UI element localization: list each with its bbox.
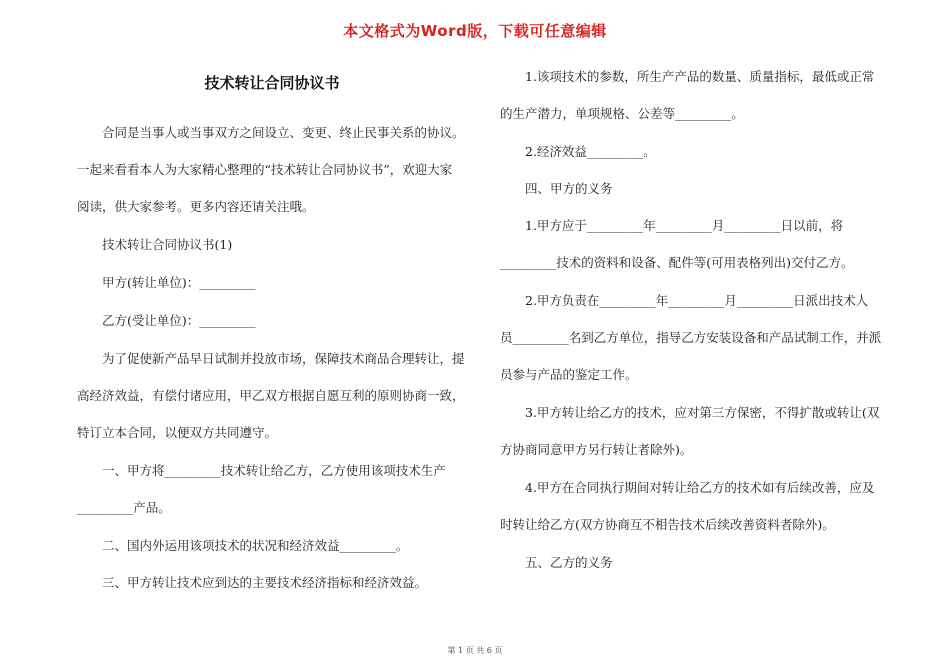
clause-1-line: _________产品。 xyxy=(77,500,171,515)
purpose-line: 特订立本合同，以便双方共同遵守。 xyxy=(77,425,278,440)
economic-benefit-item: 2.经济效益_________。 xyxy=(525,144,656,159)
clause-2: 二、国内外运用该项技术的状况和经济效益_________。 xyxy=(102,538,409,553)
contract-subtitle: 技术转让合同协议书(1) xyxy=(102,237,233,252)
obligation-a-2-line: 员参与产品的鉴定工作。 xyxy=(500,367,638,382)
obligation-a-2 xyxy=(500,282,881,393)
clause-1-line: 一、甲方将_________技术转让给乙方，乙方使用该项技术生产 xyxy=(102,463,446,478)
obligation-a-3-line: 3.甲方转让给乙方的技术，应对第三方保密，不得扩散或转让(双 xyxy=(525,405,880,420)
intro-line: 一起来看看本人为大家精心整理的“技术转让合同协议书”，欢迎大家 xyxy=(77,162,453,177)
clause-1 xyxy=(77,452,446,526)
tech-parameters-line: 的生产潜力，单项规格、公差等_________。 xyxy=(500,106,744,121)
tech-parameters-item xyxy=(500,58,874,132)
obligation-a-1-line: _________技术的资料和设备、配件等(可用表格列出)交付乙方。 xyxy=(500,255,854,270)
clause-3: 三、甲方转让技术应到达的主要技术经济指标和经济效益。 xyxy=(102,575,428,590)
page-number: 第 1 页 共 6 页 xyxy=(447,646,503,655)
obligation-a-3 xyxy=(500,394,879,468)
tech-parameters-line: 1.该项技术的参数，所生产产品的数量、质量指标，最低或正常 xyxy=(525,69,875,84)
obligation-a-1 xyxy=(500,207,854,281)
purpose-line: 高经济效益，有偿付诸应用，甲乙双方根据自愿互利的原则协商一致， xyxy=(77,388,465,403)
obligation-a-4-line: 时转让给乙方(双方协商互不相告技术后续改善资料者除外)。 xyxy=(500,517,835,532)
party-b-obligations-heading: 五、乙方的义务 xyxy=(525,555,613,570)
document-title: 技术转让合同协议书 xyxy=(204,74,340,92)
party-a-field: 甲方(转让单位)：_________ xyxy=(102,275,256,290)
intro-line: 阅读，供大家参考。更多内容还请关注哦。 xyxy=(77,199,315,214)
format-notice-banner: 本文格式为Word版，下载可任意编辑 xyxy=(343,22,607,40)
obligation-a-1-line: 1.甲方应于_________年_________月_________日以前，将 xyxy=(525,218,844,233)
party-a-obligations-heading: 四、甲方的义务 xyxy=(525,181,613,196)
obligation-a-2-line: 员_________名到乙方单位，指导乙方安装设备和产品试制工作，并派 xyxy=(500,330,882,345)
intro-line: 合同是当事人或当事双方之间设立、变更、终止民事关系的协议。 xyxy=(102,125,465,140)
party-b-field: 乙方(受让单位)：_________ xyxy=(102,313,256,328)
obligation-a-4-line: 4.甲方在合同执行期间对转让给乙方的技术如有后续改善，应及 xyxy=(525,480,875,495)
intro-paragraph xyxy=(77,114,465,225)
obligation-a-3-line: 方协商同意甲方另行转让者除外)。 xyxy=(500,442,693,457)
purpose-line: 为了促使新产品早日试制并投放市场，保障技术商品合理转让，提 xyxy=(102,351,465,366)
obligation-a-4 xyxy=(500,469,874,543)
obligation-a-2-line: 2.甲方负责在_________年_________月_________日派出技术人 xyxy=(525,293,869,308)
purpose-paragraph xyxy=(77,340,465,451)
